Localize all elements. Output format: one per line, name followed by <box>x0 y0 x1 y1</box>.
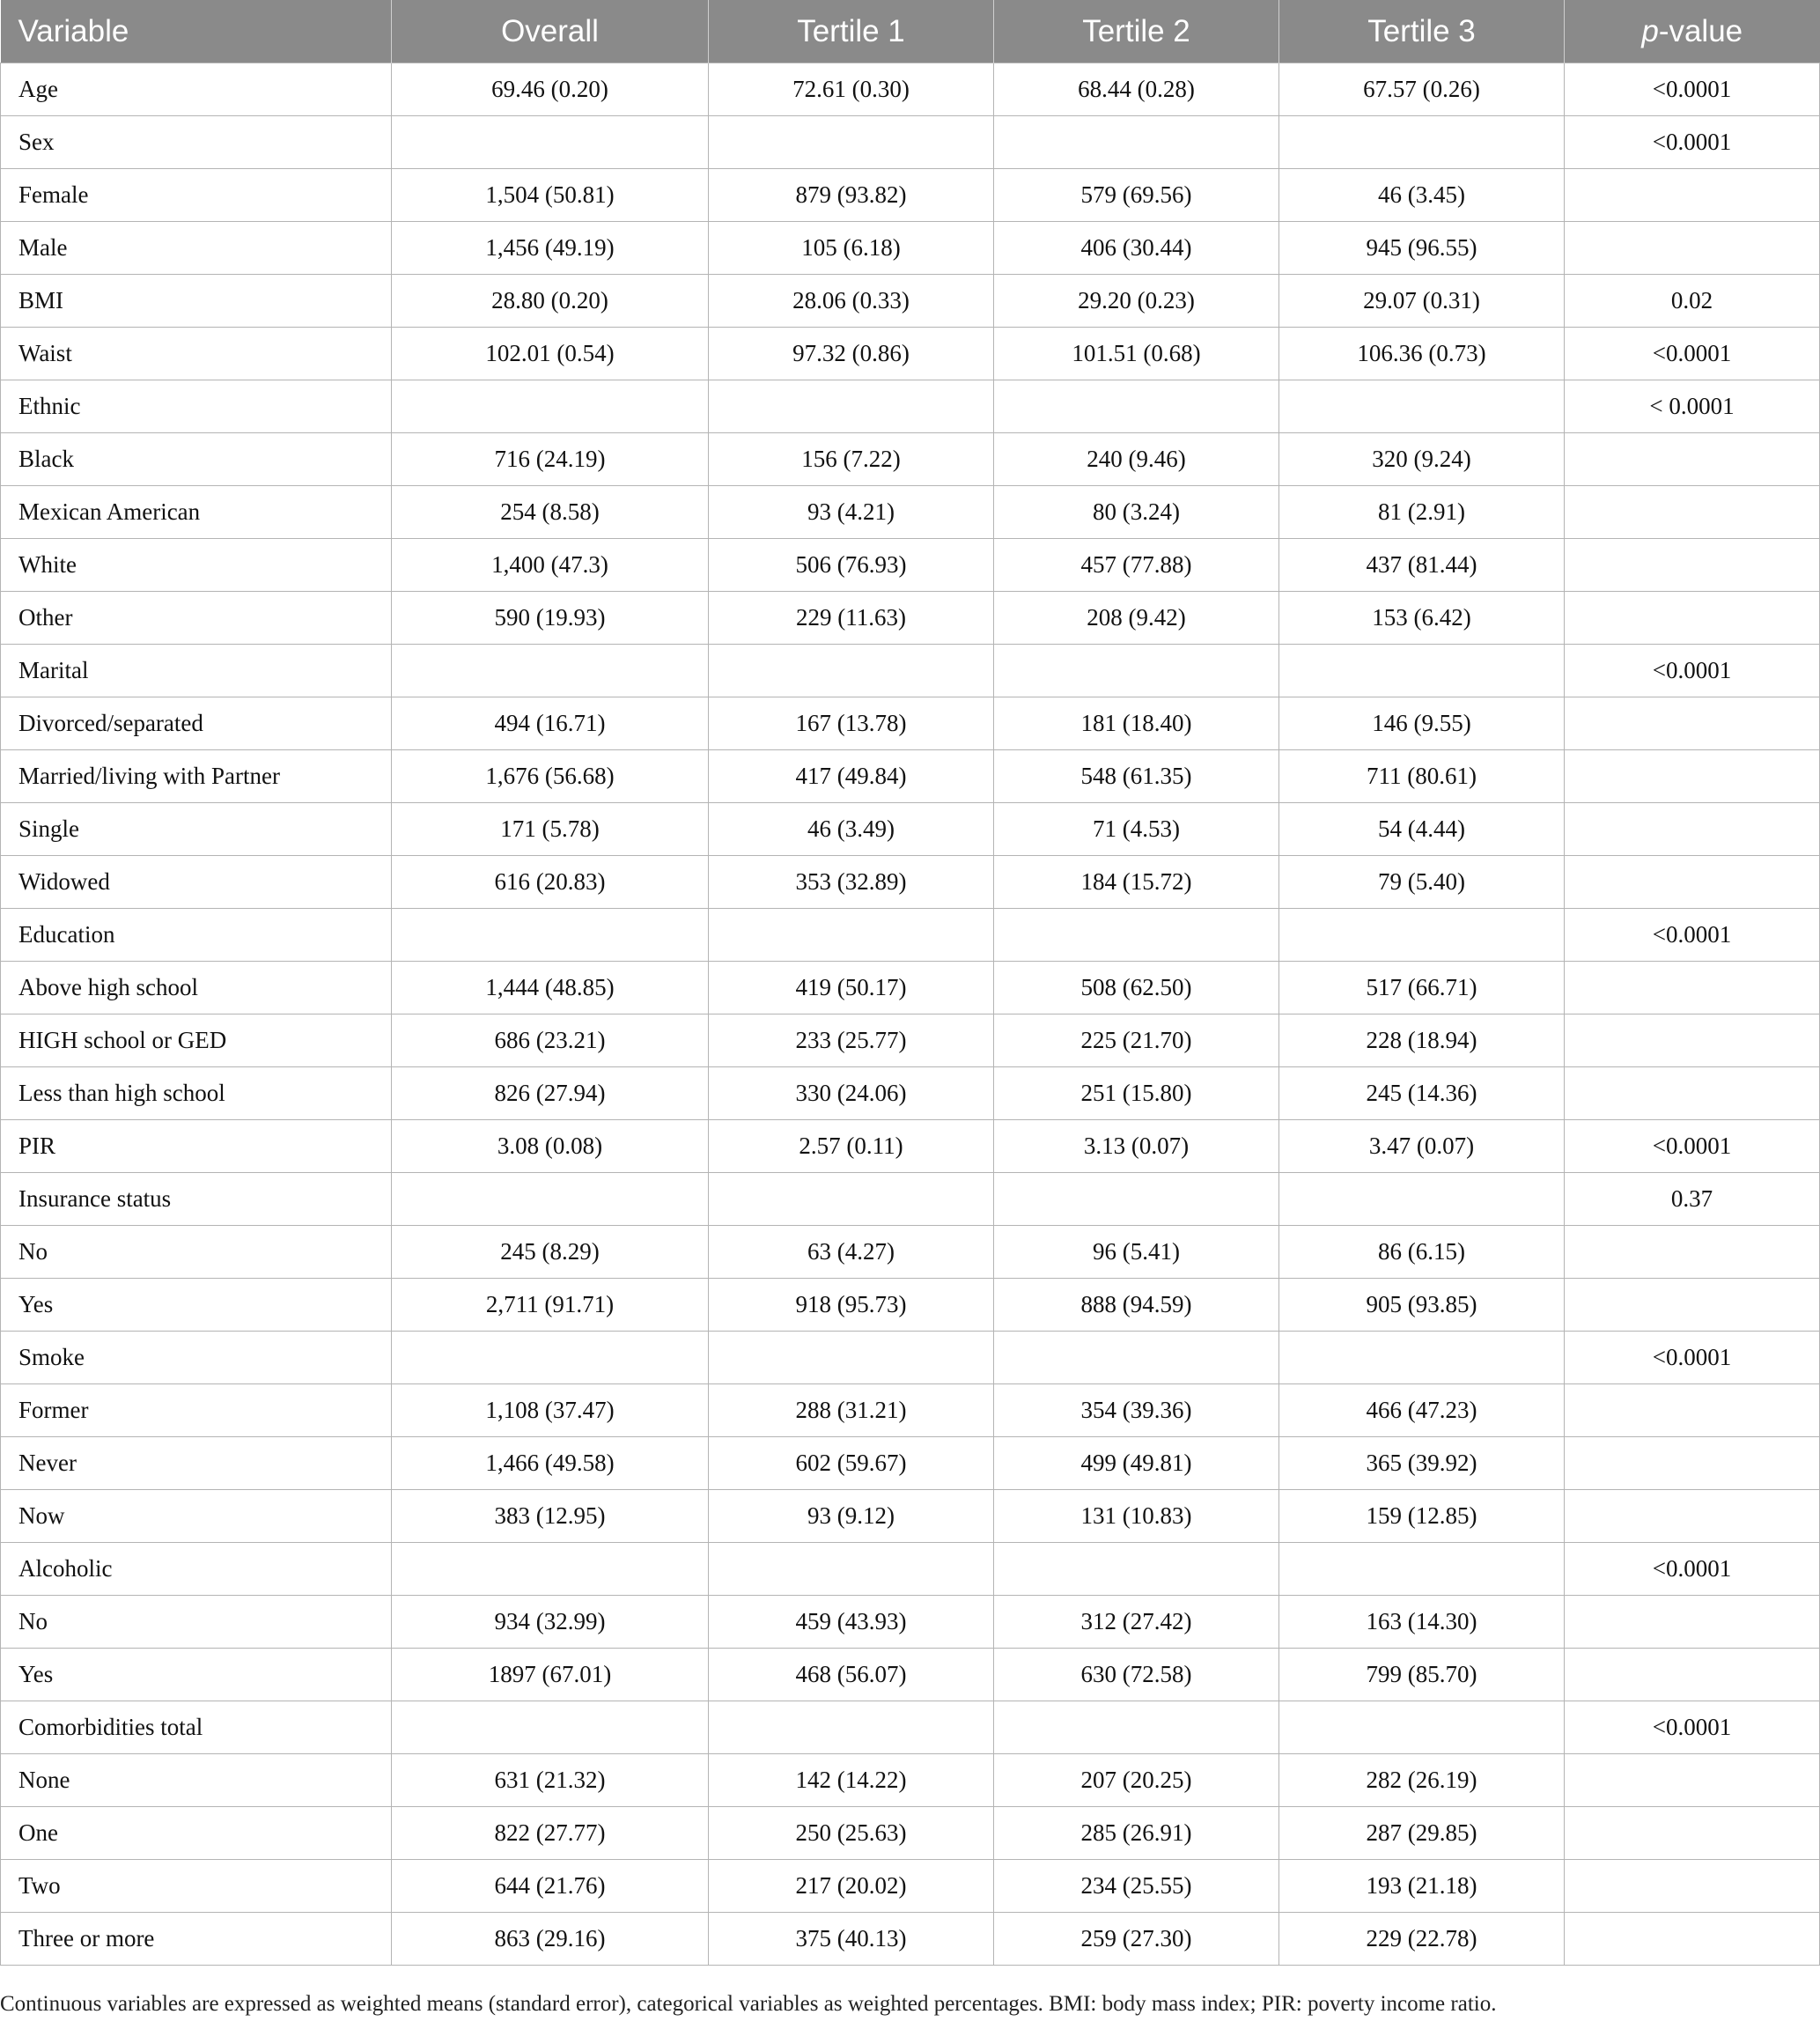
tertile-3-cell: 46 (3.45) <box>1279 169 1565 222</box>
tertile-1-cell: 879 (93.82) <box>709 169 994 222</box>
tertile-2-cell: 457 (77.88) <box>994 539 1279 592</box>
tertile-1-cell: 459 (43.93) <box>709 1596 994 1649</box>
tertile-1-cell: 2.57 (0.11) <box>709 1120 994 1173</box>
table-row <box>1 750 1820 803</box>
tertile-3-cell <box>1279 1543 1565 1596</box>
overall-cell <box>392 909 709 962</box>
variable-cell: HIGH school or GED <box>1 1014 392 1067</box>
tertile-2-cell: 508 (62.50) <box>994 962 1279 1014</box>
table-row <box>1 1596 1820 1649</box>
overall-cell: 3.08 (0.08) <box>392 1120 709 1173</box>
variable-cell: Smoke <box>1 1332 392 1384</box>
tertile-3-cell: 193 (21.18) <box>1279 1860 1565 1913</box>
p-value-cell <box>1565 1490 1820 1543</box>
tertile-2-cell: 80 (3.24) <box>994 486 1279 539</box>
p-value-cell <box>1565 697 1820 750</box>
variable-cell: Never <box>1 1437 392 1490</box>
overall-cell <box>392 116 709 169</box>
tertile-2-cell: 101.51 (0.68) <box>994 328 1279 380</box>
table-row <box>1 380 1820 433</box>
tertile-3-cell <box>1279 380 1565 433</box>
table-row <box>1 222 1820 275</box>
p-value-cell: <0.0001 <box>1565 909 1820 962</box>
p-value-cell <box>1565 1596 1820 1649</box>
tertile-1-cell: 288 (31.21) <box>709 1384 994 1437</box>
header-variable: Variable <box>1 0 392 63</box>
tertile-3-cell: 365 (39.92) <box>1279 1437 1565 1490</box>
p-value-cell: <0.0001 <box>1565 1332 1820 1384</box>
variable-cell: Divorced/separated <box>1 697 392 750</box>
variable-cell: Alcoholic <box>1 1543 392 1596</box>
overall-cell <box>392 380 709 433</box>
p-value-cell <box>1565 856 1820 909</box>
tertile-3-cell: 106.36 (0.73) <box>1279 328 1565 380</box>
tertile-1-cell: 330 (24.06) <box>709 1067 994 1120</box>
p-value-cell: < 0.0001 <box>1565 380 1820 433</box>
p-value-cell <box>1565 1279 1820 1332</box>
overall-cell <box>392 1543 709 1596</box>
variable-cell: Yes <box>1 1649 392 1701</box>
tertile-3-cell: 229 (22.78) <box>1279 1913 1565 1966</box>
tertile-1-cell: 72.61 (0.30) <box>709 63 994 116</box>
table-row <box>1 1754 1820 1807</box>
variable-cell: One <box>1 1807 392 1860</box>
variable-cell: Waist <box>1 328 392 380</box>
overall-cell: 1,108 (37.47) <box>392 1384 709 1437</box>
tertile-1-cell: 375 (40.13) <box>709 1913 994 1966</box>
tertile-2-cell: 285 (26.91) <box>994 1807 1279 1860</box>
tertile-1-cell: 233 (25.77) <box>709 1014 994 1067</box>
variable-cell: Insurance status <box>1 1173 392 1226</box>
tertile-1-cell <box>709 1173 994 1226</box>
tertile-1-cell: 419 (50.17) <box>709 962 994 1014</box>
variable-cell: Widowed <box>1 856 392 909</box>
p-value-cell <box>1565 1226 1820 1279</box>
tertile-1-cell: 156 (7.22) <box>709 433 994 486</box>
tertile-3-cell: 81 (2.91) <box>1279 486 1565 539</box>
table-row <box>1 1279 1820 1332</box>
overall-cell: 822 (27.77) <box>392 1807 709 1860</box>
p-value-cell <box>1565 1754 1820 1807</box>
table-row <box>1 1543 1820 1596</box>
p-value-cell <box>1565 433 1820 486</box>
tertile-2-cell <box>994 1701 1279 1754</box>
tertile-2-cell: 499 (49.81) <box>994 1437 1279 1490</box>
tertile-3-cell: 437 (81.44) <box>1279 539 1565 592</box>
overall-cell: 1,676 (56.68) <box>392 750 709 803</box>
variable-cell: Sex <box>1 116 392 169</box>
tertile-1-cell: 46 (3.49) <box>709 803 994 856</box>
tertile-2-cell <box>994 380 1279 433</box>
tertile-3-cell: 159 (12.85) <box>1279 1490 1565 1543</box>
overall-cell: 245 (8.29) <box>392 1226 709 1279</box>
tertile-2-cell <box>994 116 1279 169</box>
variable-cell: Former <box>1 1384 392 1437</box>
table-row <box>1 592 1820 645</box>
tertile-3-cell: 245 (14.36) <box>1279 1067 1565 1120</box>
table-row <box>1 1490 1820 1543</box>
tertile-3-cell <box>1279 1332 1565 1384</box>
table-body <box>1 63 1820 1966</box>
variable-cell: Above high school <box>1 962 392 1014</box>
table-row <box>1 433 1820 486</box>
variable-cell: Marital <box>1 645 392 697</box>
overall-cell <box>392 1332 709 1384</box>
table-row <box>1 1807 1820 1860</box>
tertile-2-cell <box>994 909 1279 962</box>
tertile-3-cell: 67.57 (0.26) <box>1279 63 1565 116</box>
p-value-cell <box>1565 1649 1820 1701</box>
tertile-3-cell: 905 (93.85) <box>1279 1279 1565 1332</box>
tertile-1-cell <box>709 909 994 962</box>
overall-cell: 934 (32.99) <box>392 1596 709 1649</box>
overall-cell: 254 (8.58) <box>392 486 709 539</box>
tertile-2-cell: 68.44 (0.28) <box>994 63 1279 116</box>
tertile-3-cell <box>1279 1173 1565 1226</box>
variable-cell: Age <box>1 63 392 116</box>
variable-cell: Yes <box>1 1279 392 1332</box>
tertile-3-cell: 945 (96.55) <box>1279 222 1565 275</box>
tertile-1-cell <box>709 116 994 169</box>
p-value-cell: <0.0001 <box>1565 63 1820 116</box>
table-row <box>1 1913 1820 1966</box>
overall-cell: 1,456 (49.19) <box>392 222 709 275</box>
table-header <box>1 0 1820 63</box>
table-row <box>1 328 1820 380</box>
overall-cell: 1,444 (48.85) <box>392 962 709 1014</box>
p-value-cell <box>1565 1384 1820 1437</box>
tertile-1-cell: 97.32 (0.86) <box>709 328 994 380</box>
p-value-cell: 0.02 <box>1565 275 1820 328</box>
table-row <box>1 1649 1820 1701</box>
header-row <box>1 0 1820 63</box>
tertile-2-cell: 184 (15.72) <box>994 856 1279 909</box>
overall-cell: 69.46 (0.20) <box>392 63 709 116</box>
variable-cell: No <box>1 1596 392 1649</box>
tertile-2-cell <box>994 1543 1279 1596</box>
overall-cell <box>392 645 709 697</box>
tertile-2-cell: 225 (21.70) <box>994 1014 1279 1067</box>
p-value-cell <box>1565 169 1820 222</box>
variable-cell: Married/living with Partner <box>1 750 392 803</box>
header-tertile-2: Tertile 2 <box>994 0 1279 63</box>
tertile-3-cell: 228 (18.94) <box>1279 1014 1565 1067</box>
tertile-3-cell <box>1279 909 1565 962</box>
p-value-cell <box>1565 1807 1820 1860</box>
header-p-italic: p <box>1641 13 1659 48</box>
tertile-3-cell: 466 (47.23) <box>1279 1384 1565 1437</box>
tertile-3-cell <box>1279 645 1565 697</box>
variable-cell: PIR <box>1 1120 392 1173</box>
tertile-1-cell <box>709 1701 994 1754</box>
overall-cell: 2,711 (91.71) <box>392 1279 709 1332</box>
tertile-1-cell: 217 (20.02) <box>709 1860 994 1913</box>
table-row <box>1 1437 1820 1490</box>
p-value-cell <box>1565 1437 1820 1490</box>
p-value-cell <box>1565 486 1820 539</box>
tertile-3-cell: 287 (29.85) <box>1279 1807 1565 1860</box>
overall-cell: 616 (20.83) <box>392 856 709 909</box>
tertile-2-cell: 354 (39.36) <box>994 1384 1279 1437</box>
overall-cell: 826 (27.94) <box>392 1067 709 1120</box>
variable-cell: White <box>1 539 392 592</box>
p-value-cell <box>1565 592 1820 645</box>
tertile-1-cell: 468 (56.07) <box>709 1649 994 1701</box>
overall-cell: 494 (16.71) <box>392 697 709 750</box>
tertile-1-cell: 142 (14.22) <box>709 1754 994 1807</box>
tertile-1-cell: 602 (59.67) <box>709 1437 994 1490</box>
p-value-cell <box>1565 1860 1820 1913</box>
header-tertile-3: Tertile 3 <box>1279 0 1565 63</box>
overall-cell <box>392 1701 709 1754</box>
overall-cell: 171 (5.78) <box>392 803 709 856</box>
tertile-3-cell: 29.07 (0.31) <box>1279 275 1565 328</box>
tertile-3-cell: 711 (80.61) <box>1279 750 1565 803</box>
tertile-2-cell: 208 (9.42) <box>994 592 1279 645</box>
header-overall: Overall <box>392 0 709 63</box>
tertile-2-cell: 207 (20.25) <box>994 1754 1279 1807</box>
tertile-2-cell: 29.20 (0.23) <box>994 275 1279 328</box>
variable-cell: Black <box>1 433 392 486</box>
tertile-3-cell <box>1279 1701 1565 1754</box>
tertile-1-cell: 918 (95.73) <box>709 1279 994 1332</box>
tertile-2-cell: 312 (27.42) <box>994 1596 1279 1649</box>
tertile-1-cell: 63 (4.27) <box>709 1226 994 1279</box>
overall-cell: 644 (21.76) <box>392 1860 709 1913</box>
table-row <box>1 1384 1820 1437</box>
tertile-3-cell: 86 (6.15) <box>1279 1226 1565 1279</box>
tertile-2-cell: 888 (94.59) <box>994 1279 1279 1332</box>
overall-cell: 1,504 (50.81) <box>392 169 709 222</box>
tertile-2-cell: 71 (4.53) <box>994 803 1279 856</box>
table-row <box>1 539 1820 592</box>
variable-cell: BMI <box>1 275 392 328</box>
table-row <box>1 169 1820 222</box>
p-value-cell <box>1565 1913 1820 1966</box>
p-value-cell: <0.0001 <box>1565 645 1820 697</box>
tertile-3-cell: 79 (5.40) <box>1279 856 1565 909</box>
p-value-cell: <0.0001 <box>1565 1701 1820 1754</box>
tertile-1-cell <box>709 380 994 433</box>
variable-cell: Female <box>1 169 392 222</box>
table-row <box>1 1332 1820 1384</box>
table-row <box>1 1226 1820 1279</box>
tertile-1-cell <box>709 1543 994 1596</box>
tertile-2-cell: 579 (69.56) <box>994 169 1279 222</box>
tertile-2-cell: 630 (72.58) <box>994 1649 1279 1701</box>
table-row <box>1 909 1820 962</box>
tertile-2-cell: 234 (25.55) <box>994 1860 1279 1913</box>
tertile-2-cell: 3.13 (0.07) <box>994 1120 1279 1173</box>
overall-cell: 716 (24.19) <box>392 433 709 486</box>
table-row <box>1 63 1820 116</box>
table-footnote: Continuous variables are expressed as weighted means (standard error), categorical variables as weighted percentages. BMI: body mass index; PIR: poverty income ratio. <box>0 1992 1497 2016</box>
p-value-cell <box>1565 1014 1820 1067</box>
overall-cell: 590 (19.93) <box>392 592 709 645</box>
p-value-cell <box>1565 750 1820 803</box>
table-row <box>1 275 1820 328</box>
tertile-1-cell: 353 (32.89) <box>709 856 994 909</box>
overall-cell: 686 (23.21) <box>392 1014 709 1067</box>
p-value-cell: <0.0001 <box>1565 328 1820 380</box>
variable-cell: None <box>1 1754 392 1807</box>
tertile-2-cell <box>994 1332 1279 1384</box>
p-value-cell: <0.0001 <box>1565 1120 1820 1173</box>
overall-cell <box>392 1173 709 1226</box>
p-value-cell <box>1565 962 1820 1014</box>
tertile-2-cell <box>994 645 1279 697</box>
overall-cell: 1897 (67.01) <box>392 1649 709 1701</box>
tertile-3-cell: 320 (9.24) <box>1279 433 1565 486</box>
tertile-2-cell: 181 (18.40) <box>994 697 1279 750</box>
variable-cell: Ethnic <box>1 380 392 433</box>
tertile-1-cell <box>709 1332 994 1384</box>
table-row <box>1 697 1820 750</box>
tertile-2-cell: 251 (15.80) <box>994 1067 1279 1120</box>
tertile-1-cell: 167 (13.78) <box>709 697 994 750</box>
variable-cell: Single <box>1 803 392 856</box>
tertile-2-cell: 96 (5.41) <box>994 1226 1279 1279</box>
tertile-2-cell: 131 (10.83) <box>994 1490 1279 1543</box>
table-row <box>1 1067 1820 1120</box>
p-value-cell <box>1565 539 1820 592</box>
table-row <box>1 1701 1820 1754</box>
variable-cell: Male <box>1 222 392 275</box>
overall-cell: 1,466 (49.58) <box>392 1437 709 1490</box>
tertile-3-cell <box>1279 116 1565 169</box>
variable-cell: Other <box>1 592 392 645</box>
tertile-1-cell: 417 (49.84) <box>709 750 994 803</box>
tertile-2-cell: 548 (61.35) <box>994 750 1279 803</box>
p-value-cell <box>1565 222 1820 275</box>
variable-cell: Mexican American <box>1 486 392 539</box>
table-row <box>1 1860 1820 1913</box>
variable-cell: Less than high school <box>1 1067 392 1120</box>
header-p-suffix: -value <box>1658 13 1743 48</box>
tertile-1-cell: 105 (6.18) <box>709 222 994 275</box>
table-row <box>1 856 1820 909</box>
p-value-cell: <0.0001 <box>1565 1543 1820 1596</box>
p-value-cell: <0.0001 <box>1565 116 1820 169</box>
header-tertile-1: Tertile 1 <box>709 0 994 63</box>
table-row <box>1 1014 1820 1067</box>
tertile-3-cell: 146 (9.55) <box>1279 697 1565 750</box>
table-row <box>1 803 1820 856</box>
table-row <box>1 962 1820 1014</box>
table-row <box>1 1120 1820 1173</box>
tertile-1-cell: 93 (4.21) <box>709 486 994 539</box>
tertile-1-cell <box>709 645 994 697</box>
table-row <box>1 486 1820 539</box>
tertile-2-cell: 406 (30.44) <box>994 222 1279 275</box>
tertile-1-cell: 28.06 (0.33) <box>709 275 994 328</box>
tertile-3-cell: 799 (85.70) <box>1279 1649 1565 1701</box>
tertile-2-cell <box>994 1173 1279 1226</box>
tertile-3-cell: 3.47 (0.07) <box>1279 1120 1565 1173</box>
p-value-cell <box>1565 803 1820 856</box>
variable-cell: No <box>1 1226 392 1279</box>
overall-cell: 383 (12.95) <box>392 1490 709 1543</box>
table-row <box>1 116 1820 169</box>
variable-cell: Three or more <box>1 1913 392 1966</box>
variable-cell: Education <box>1 909 392 962</box>
variable-cell: Two <box>1 1860 392 1913</box>
tertile-1-cell: 229 (11.63) <box>709 592 994 645</box>
p-value-cell <box>1565 1067 1820 1120</box>
p-value-cell: 0.37 <box>1565 1173 1820 1226</box>
tertile-2-cell: 259 (27.30) <box>994 1913 1279 1966</box>
tertile-2-cell: 240 (9.46) <box>994 433 1279 486</box>
overall-cell: 1,400 (47.3) <box>392 539 709 592</box>
overall-cell: 102.01 (0.54) <box>392 328 709 380</box>
header-p-value <box>1565 0 1820 63</box>
table-row <box>1 645 1820 697</box>
overall-cell: 631 (21.32) <box>392 1754 709 1807</box>
tertile-3-cell: 282 (26.19) <box>1279 1754 1565 1807</box>
variable-cell: Now <box>1 1490 392 1543</box>
overall-cell: 28.80 (0.20) <box>392 275 709 328</box>
tertile-3-cell: 54 (4.44) <box>1279 803 1565 856</box>
tertile-1-cell: 250 (25.63) <box>709 1807 994 1860</box>
tertile-3-cell: 153 (6.42) <box>1279 592 1565 645</box>
tertile-3-cell: 517 (66.71) <box>1279 962 1565 1014</box>
tertile-1-cell: 506 (76.93) <box>709 539 994 592</box>
overall-cell: 863 (29.16) <box>392 1913 709 1966</box>
table-row <box>1 1173 1820 1226</box>
tertile-3-cell: 163 (14.30) <box>1279 1596 1565 1649</box>
variable-cell: Comorbidities total <box>1 1701 392 1754</box>
tertile-1-cell: 93 (9.12) <box>709 1490 994 1543</box>
